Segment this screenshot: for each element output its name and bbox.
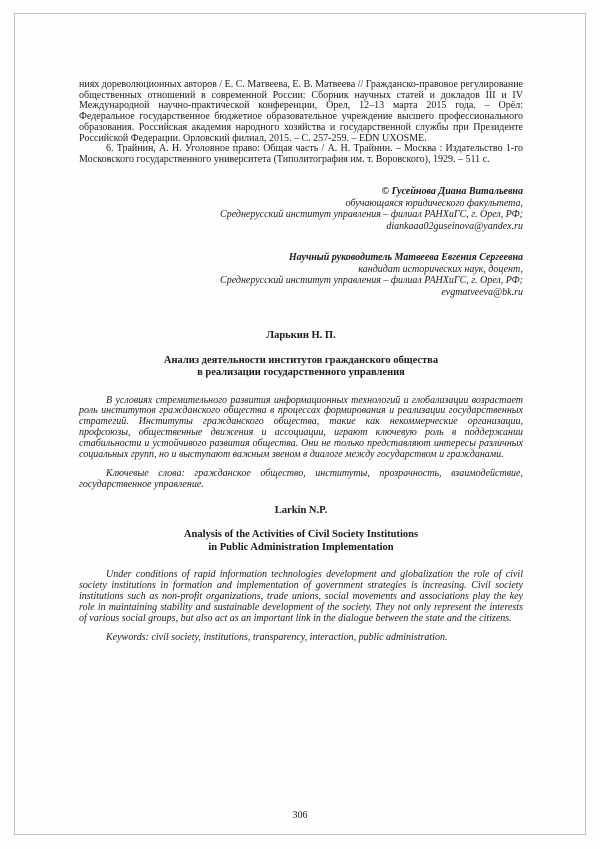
student-byline-block: [79, 186, 523, 232]
article-title-ru-line1: Анализ деятельности институтов гражданского общества: [163, 354, 439, 366]
article-title-ru-line2: в реализации государственного управления: [197, 367, 405, 378]
keywords-ru: Ключевые слова: гражданское общество, институты, прозрачность, взаимодействие, государственное управление.: [79, 467, 523, 490]
article-title-en: [79, 529, 523, 554]
supervisor-byline-block: [79, 252, 523, 298]
abstract-ru: В условиях стремительного развития информационных технологий и глобализации возрастает роль институтов гражданского общества в процессах формирования и реализации государственных стратегий. Институты гражданского общества, такие как некоммерческие организации, профсоюзы, общественные движения и ассоциации, играют ключевую роль в поддержании стабильности и устойчивого развития общества. Они не только представляют интересы различных социальных групп, но и выступают важным звеном в диалоге между государством и гражданами.: [79, 394, 523, 461]
supervisor-affiliation: Среднерусский институт управления – филиал РАНХиГС, г. Орел, РФ;: [220, 275, 523, 287]
supervisor-name: Научный руководитель Матвеева Евгения Сергеевна: [288, 251, 523, 263]
abstract-en: Under conditions of rapid information technologies development and globalization the role of civil society institutions in formation and implementation of government strategies is increasing. Civil society institutions such as non-profit organizations, trade unions, social movements and associations play the key role in maintaining stability and sustainable development of the society. They not only represent the interests of various social groups, but also act as an important link in the dialogue between the state and the citizens.: [79, 569, 523, 624]
article-title-ru: [79, 355, 523, 380]
keywords-en: Keywords: civil society, institutions, transparency, interaction, public administration.: [106, 631, 448, 643]
supervisor-role: кандидат исторических наук, доцент,: [358, 264, 523, 276]
page-number: 306: [292, 810, 308, 821]
student-role: обучающаяся юридического факультета,: [345, 197, 523, 209]
reference-entry-6: 6. Трайнин, А. Н. Уголовное право: Общая часть / А. Н. Трайнин. – Москва : Издательство 1-го Московского государственного университета (Типолитография им. т. Воровского), 1929. – 511 с.: [79, 143, 523, 165]
supervisor-email: evgmatveeva@bk.ru: [441, 286, 523, 298]
student-email: diankaaa02guseinova@yandex.ru: [386, 220, 523, 232]
article-author-en: Larkin N.P.: [274, 504, 328, 516]
article-title-en-line2: in Public Administration Implementation: [208, 541, 394, 553]
reference-entry-5-continuation: ниях дореволюционных авторов / Е. С. Матвеева, Е. В. Матвеева // Гражданско-правовое регулирование общественных отношений в современной России: Сборник научных статей и докладов III и IV Международной научно-практической конференции, Орел, 12–13 марта 2015 года. – Орёл: Федеральное государственное бюджетное образовательное учреждение высшего профессионального образования. Российская академия народного хозяйства и государственной службы при Президенте Российской Федерации. Орловский филиал, 2015. – С. 257-259. – EDN UXOSME.: [79, 79, 523, 144]
page-content: [79, 80, 523, 644]
article-author-ru: Ларькин Н. П.: [266, 330, 336, 341]
student-affiliation: Среднерусский институт управления – филиал РАНХиГС, г. Орел, РФ;: [220, 209, 523, 221]
article-title-en-line1: Analysis of the Activities of Civil Society Institutions: [183, 529, 419, 541]
student-name: © Гусейнова Диана Витальевна: [381, 185, 523, 197]
